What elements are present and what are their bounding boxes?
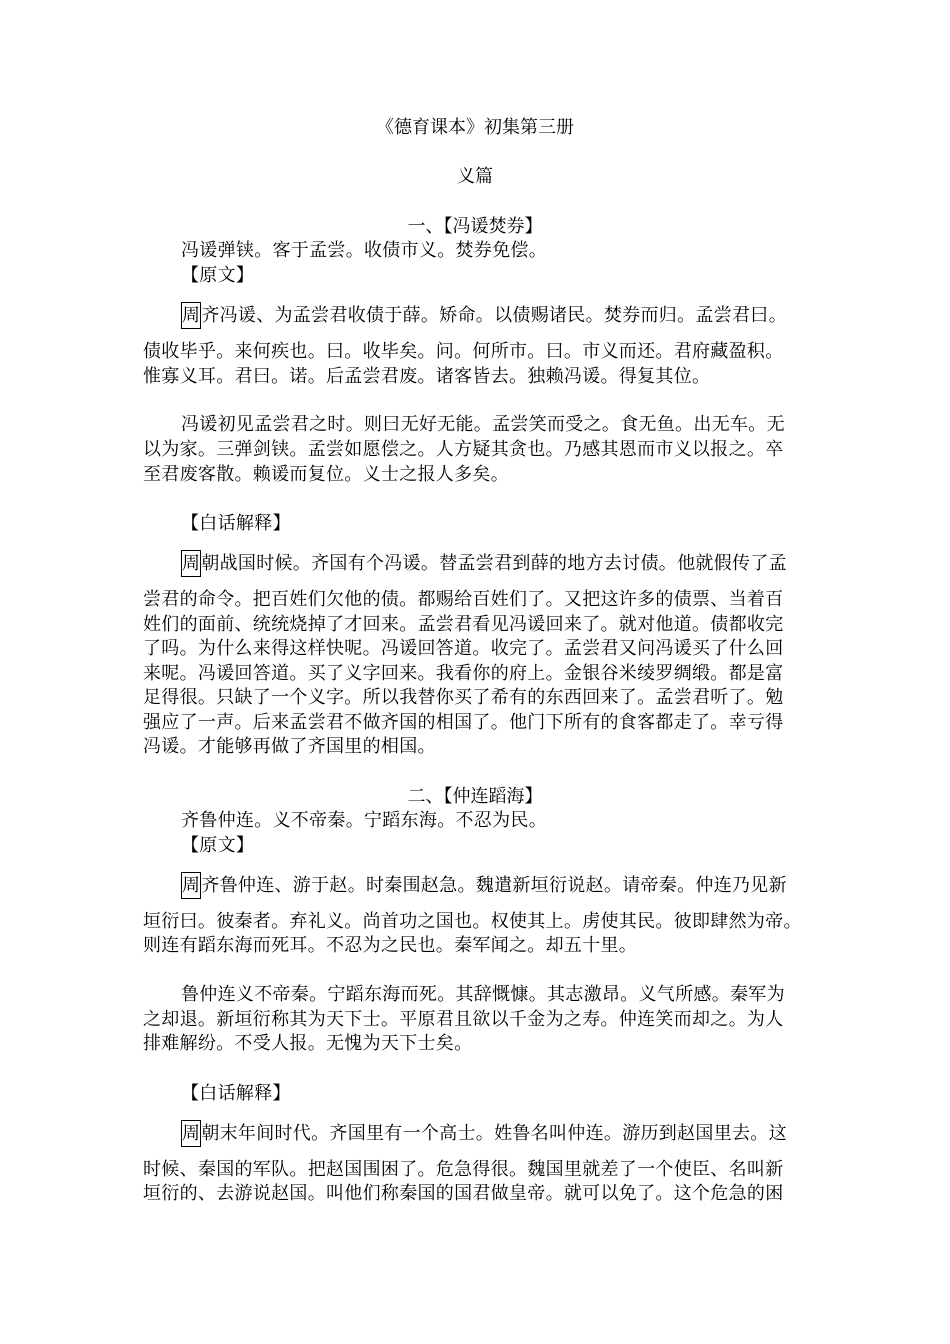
drop-cap: 周 <box>181 302 201 329</box>
original-label: 【原文】 <box>181 265 255 286</box>
paragraph-line: 尝君的命令。把百姓们欠他的债。都赐给百姓们了。又把这许多的债票、当着百 <box>143 589 784 610</box>
paragraph-line: 强应了一声。后来孟尝君不做齐国的相国了。他门下所有的食客都走了。幸亏得 <box>143 712 784 733</box>
paragraph-line: 冯谖初见孟尝君之时。则曰无好无能。孟尝笑而受之。食无鱼。出无车。无 <box>181 414 785 435</box>
chapter-summary: 冯谖弹铗。客于孟尝。收债市义。焚券免偿。 <box>181 240 547 261</box>
paragraph-line: 惟寡义耳。君曰。诺。后孟尝君废。诸客皆去。独赖冯谖。得复其位。 <box>143 366 711 387</box>
drop-cap: 周 <box>181 550 201 577</box>
chapter-heading: 二、【仲连蹈海】 <box>407 786 543 807</box>
vernacular-label: 【白话解释】 <box>181 1083 291 1104</box>
section-title: 义篇 <box>457 166 493 187</box>
chapter-heading: 一、【冯谖焚券】 <box>407 216 543 237</box>
paragraph-line: 鲁仲连义不帝秦。宁蹈东海而死。其辞慨慷。其志激昂。义气所感。秦军为 <box>181 984 785 1005</box>
drop-cap: 周 <box>181 872 201 899</box>
paragraph-line: 来呢。冯谖回答道。买了义字回来。我看你的府上。金银谷米绫罗绸缎。都是富 <box>143 663 784 684</box>
document-title: 《德育课本》初集第三册 <box>376 117 574 138</box>
paragraph-line: 冯谖。才能够再做了齐国里的相国。 <box>143 736 436 757</box>
paragraph-line: 之却退。新垣衍称其为天下士。平原君且欲以千金为之寿。仲连笑而却之。为人 <box>143 1009 784 1030</box>
original-label: 【原文】 <box>181 835 255 856</box>
paragraph-line: 垣衍曰。彼秦者。弃礼义。尚首功之国也。权使其上。虏使其民。彼即肆然为帝。 <box>143 911 802 932</box>
paragraph-line: 排难解纷。不受人报。无愧为天下士矣。 <box>143 1033 473 1054</box>
paragraph-line: 姓们的面前、统统烧掉了才回来。孟尝君看见冯谖回来了。就对他道。债都收完 <box>143 614 784 635</box>
paragraph-line: 了吗。为什么来得这样快呢。冯谖回答道。收完了。孟尝君又问冯谖买了什么回 <box>143 638 784 659</box>
chapter-summary: 齐鲁仲连。义不帝秦。宁蹈东海。不忍为民。 <box>181 810 547 831</box>
paragraph-line: 时候、秦国的军队。把赵国围困了。危急得很。魏国里就差了一个使臣、名叫新 <box>143 1159 784 1180</box>
drop-cap: 周 <box>181 1120 201 1147</box>
paragraph-line: 至君废客散。赖谖而复位。义士之报人多矣。 <box>143 464 509 485</box>
paragraph-line: 周朝末年间时代。齐国里有一个高士。姓鲁名叫仲连。游历到赵国里去。这 <box>181 1120 787 1147</box>
paragraph-line: 周齐冯谖、为孟尝君收债于薛。矫命。以债赐诸民。焚券而归。孟尝君曰。 <box>181 302 787 329</box>
paragraph-line: 债收毕乎。来何疾也。曰。收毕矣。问。何所市。曰。市义而还。君府藏盈积。 <box>143 341 784 362</box>
paragraph-line: 则连有蹈东海而死耳。不忍为之民也。秦军闻之。却五十里。 <box>143 935 638 956</box>
paragraph-line: 周齐鲁仲连、游于赵。时秦围赵急。魏遣新垣衍说赵。请帝秦。仲连乃见新 <box>181 872 787 899</box>
paragraph-line: 足得很。只缺了一个义字。所以我替你买了希有的东西回来了。孟尝君听了。勉 <box>143 687 784 708</box>
vernacular-label: 【白话解释】 <box>181 513 291 534</box>
paragraph-line: 以为家。三弹剑铗。孟尝如愿偿之。人方疑其贪也。乃感其恩而市义以报之。卒 <box>143 439 784 460</box>
paragraph-line: 周朝战国时候。齐国有个冯谖。替孟尝君到薛的地方去讨债。他就假传了孟 <box>181 550 787 577</box>
paragraph-line: 垣衍的、去游说赵国。叫他们称秦国的国君做皇帝。就可以免了。这个危急的困 <box>143 1183 784 1204</box>
